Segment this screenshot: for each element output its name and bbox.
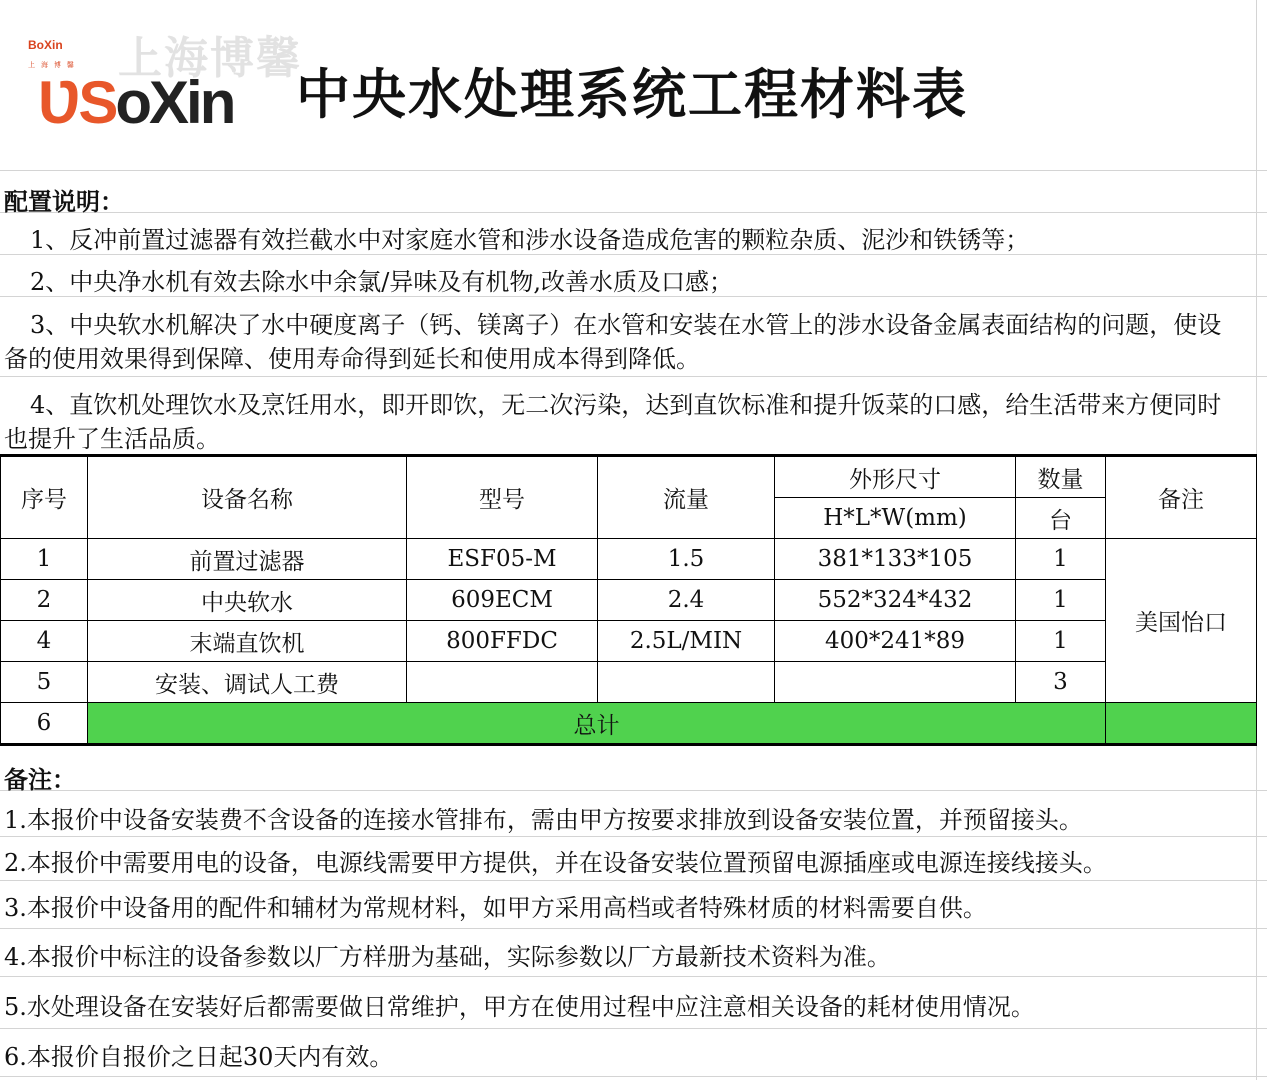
cell-model: ESF05-M — [407, 539, 598, 580]
total-label: 总计 — [88, 703, 1106, 745]
config-item-3: 3、中央软水机解决了水中硬度离子（钙、镁离子）在水管和安装在水管上的涉水设备金属表面结构的问题，使设备的使用效果得到保障、使用寿命得到延长和使用成本得到降低。 — [4, 311, 1222, 373]
cell-name: 安装、调试人工费 — [88, 662, 407, 703]
total-no: 6 — [1, 703, 88, 745]
config-item-2: 2、中央净水机有效去除水中余氯/异味及有机物,改善水质及口感； — [30, 268, 733, 296]
grid-line — [0, 170, 1267, 171]
cell-flow — [598, 662, 775, 703]
cell-name: 前置过滤器 — [88, 539, 407, 580]
cell-no: 5 — [1, 662, 88, 703]
config-heading: 配置说明： — [4, 187, 124, 216]
logo-small-text: BoXin — [28, 38, 63, 52]
table-row — [1, 539, 1257, 580]
note-item-2: 2.本报价中需要用电的设备，电源线需要甲方提供，并在设备安装位置预留电源插座或电源连接线接头。 — [4, 849, 1107, 877]
cell-qty: 3 — [1016, 662, 1106, 703]
logo-wordmark: ƲSoXin — [38, 69, 234, 136]
cell-flow: 1.5 — [598, 539, 775, 580]
config-item-4: 4、直饮机处理饮水及烹饪用水，即开即饮，无二次污染，达到直饮标准和提升饭菜的口感，给生活带来方便同时也提升了生活品质。 — [4, 391, 1222, 453]
watermark: 上海博馨 — [118, 33, 302, 84]
cell-no: 4 — [1, 621, 88, 662]
header-name: 设备名称 — [88, 456, 407, 539]
cell-name: 末端直饮机 — [88, 621, 407, 662]
cell-flow: 2.5L/MIN — [598, 621, 775, 662]
header-no: 序号 — [1, 456, 88, 539]
table-row — [1, 621, 1257, 662]
cell-model: 609ECM — [407, 580, 598, 621]
note-item-3: 3.本报价中设备用的配件和辅材为常规材料，如甲方采用高档或者特殊材质的材料需要自供。 — [4, 894, 987, 922]
grid-line — [0, 880, 1267, 881]
cell-no: 1 — [1, 539, 88, 580]
grid-line — [0, 1076, 1267, 1077]
header-size: 外形尺寸 — [775, 456, 1016, 498]
cell-name: 中央软水 — [88, 580, 407, 621]
header-model: 型号 — [407, 456, 598, 539]
header-remark: 备注 — [1106, 456, 1257, 539]
cell-qty: 1 — [1016, 539, 1106, 580]
equipment-table — [0, 454, 1257, 746]
cell-qty: 1 — [1016, 621, 1106, 662]
cell-size — [775, 662, 1016, 703]
note-item-1: 1.本报价中设备安装费不含设备的连接水管排布，需由甲方按要求排放到设备安装位置，并预留接头。 — [4, 806, 1083, 834]
note-item-5: 5.水处理设备在安装好后都需要做日常维护，甲方在使用过程中应注意相关设备的耗材使用情况。 — [4, 993, 1035, 1021]
total-remark-cell — [1106, 703, 1257, 745]
header-size-unit: H*L*W(mm) — [775, 498, 1016, 539]
cell-no: 2 — [1, 580, 88, 621]
cell-model — [407, 662, 598, 703]
grid-line — [0, 976, 1267, 977]
note-item-6: 6.本报价自报价之日起30天内有效。 — [4, 1043, 394, 1071]
grid-line — [0, 928, 1267, 929]
cell-model: 800FFDC — [407, 621, 598, 662]
cell-flow: 2.4 — [598, 580, 775, 621]
grid-line — [0, 836, 1267, 837]
config-item-1: 1、反冲前置过滤器有效拦截水中对家庭水管和涉水设备造成危害的颗粒杂质、泥沙和铁锈等； — [30, 226, 1030, 254]
notes-heading: 备注： — [4, 765, 76, 794]
cell-size: 400*241*89 — [775, 621, 1016, 662]
header-qty-unit: 台 — [1016, 498, 1106, 539]
table-row — [1, 662, 1257, 703]
table-row — [1, 580, 1257, 621]
note-item-4: 4.本报价中标注的设备参数以厂方样册为基础，实际参数以厂方最新技术资料为准。 — [4, 943, 891, 971]
grid-line — [0, 376, 1267, 377]
grid-line — [0, 790, 1267, 791]
cell-size: 552*324*432 — [775, 580, 1016, 621]
grid-line — [0, 1028, 1267, 1029]
cell-qty: 1 — [1016, 580, 1106, 621]
header-qty: 数量 — [1016, 456, 1106, 498]
logo-sub-text: 上 海 博 馨 — [28, 62, 76, 69]
table-header-row — [1, 456, 1257, 498]
cell-remark: 美国怡口 — [1106, 539, 1257, 703]
total-row — [1, 703, 1257, 745]
page-title: 中央水处理系统工程材料表 — [296, 62, 968, 126]
grid-line — [0, 212, 1267, 213]
cell-size: 381*133*105 — [775, 539, 1016, 580]
header-flow: 流量 — [598, 456, 775, 539]
